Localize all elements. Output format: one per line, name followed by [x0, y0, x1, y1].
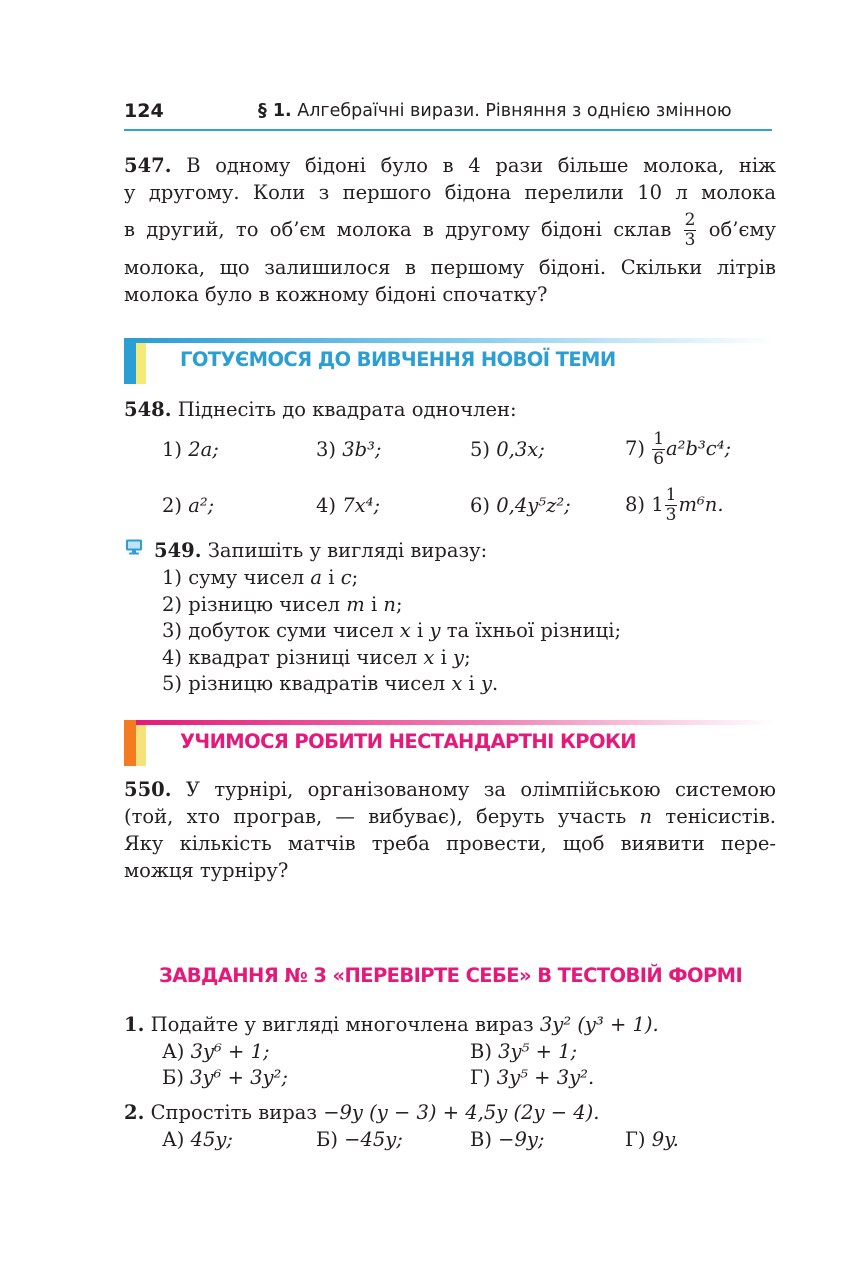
conjunction: і	[468, 672, 475, 695]
item-expression: 3b³;	[342, 438, 382, 461]
item-label: 1)	[162, 566, 183, 589]
option-expression: −9y;	[498, 1128, 545, 1151]
option-label: В)	[470, 1128, 492, 1151]
option-label: Б)	[162, 1066, 184, 1089]
option-label: В)	[470, 1040, 492, 1063]
fraction-denominator: 3	[665, 505, 677, 525]
test-2-option-v	[470, 1126, 544, 1153]
computer-icon	[125, 538, 143, 556]
problem-547-line-3	[124, 206, 776, 254]
option-expression: 3y⁶ + 1;	[190, 1040, 270, 1063]
running-head	[258, 101, 732, 121]
problem-549-statement	[154, 537, 487, 564]
option-expression: 3y⁵ + 3y².	[496, 1066, 595, 1089]
fraction-numerator: 2	[684, 210, 696, 230]
item-548-2	[162, 492, 214, 519]
item-548-4	[316, 492, 380, 519]
item-label: 1)	[162, 438, 183, 461]
question-expression: −9y (y − 3) + 4,5y (2y − 4).	[323, 1101, 600, 1124]
item-548-1	[162, 436, 219, 463]
test-2-option-g	[625, 1126, 679, 1153]
conjunction: і	[370, 593, 378, 616]
question-expression: 3y² (y³ + 1).	[539, 1013, 659, 1036]
item-label: 4)	[162, 646, 183, 669]
section-banner-prepare	[124, 338, 774, 384]
problem-547-line-2: у другому. Коли з першого бідона перелили 10 л молока	[124, 181, 776, 204]
fraction-denominator: 3	[684, 230, 696, 250]
item-ending: ;	[351, 566, 359, 589]
option-expression: 45y;	[190, 1128, 233, 1151]
test-1-option-v	[470, 1038, 577, 1065]
conjunction: і	[440, 646, 447, 669]
problem-547-line-1	[124, 152, 776, 179]
item-text: різницю квадратів чисел	[188, 672, 446, 695]
variable: c	[340, 566, 352, 589]
option-label: Г)	[470, 1066, 491, 1089]
text-fragment: тенісистів.	[665, 805, 777, 828]
item-label: 7)	[625, 437, 646, 460]
variable: x	[451, 672, 463, 695]
variable: x	[399, 619, 411, 642]
conjunction: і	[328, 566, 335, 589]
fraction-two-thirds	[684, 211, 697, 250]
problem-547-line-5: молока було в кожному бідоні спочатку?	[124, 283, 548, 306]
test-1-option-b	[162, 1064, 288, 1091]
problem-550-line-2	[124, 803, 776, 830]
section-title-prepare: ГОТУЄМОСЯ ДО ВИВЧЕННЯ НОВОЇ ТЕМИ	[180, 348, 616, 371]
banner-stripe	[136, 720, 774, 725]
variable: x	[423, 646, 435, 669]
problem-547	[124, 152, 776, 308]
question-number: 2.	[124, 1101, 145, 1124]
text-line: В одному бідоні було в 4 рази більше молока, ніж	[186, 154, 776, 177]
test-2-option-a	[162, 1126, 233, 1153]
item-549-3	[162, 617, 621, 644]
item-label: 8)	[625, 493, 646, 516]
banner-bar-accent	[136, 343, 146, 384]
item-label: 2)	[162, 593, 183, 616]
banner-bar	[124, 338, 136, 384]
item-548-3	[316, 436, 382, 463]
question-text: Спростіть вираз	[150, 1101, 317, 1124]
banner-bar	[124, 720, 136, 766]
question-text: Подайте у вигляді многочлена вираз	[150, 1013, 534, 1036]
item-expression: 0,3x;	[496, 438, 545, 461]
section-title: Алгебраїчні вирази. Рівняння з однією змінною	[297, 101, 732, 121]
item-expression: m⁶n.	[678, 493, 724, 516]
problem-number: 547.	[124, 154, 172, 177]
item-expression: 2a;	[188, 438, 219, 461]
option-label: А)	[162, 1128, 185, 1151]
text-fragment: (той, хто програв, — вибуває), беруть участь	[124, 805, 627, 828]
variable: n	[639, 805, 653, 828]
mixed-number-whole: 1	[651, 493, 664, 516]
problem-550-line-4: можця турніру?	[124, 859, 289, 882]
item-label: 3)	[316, 438, 337, 461]
item-548-7	[625, 426, 731, 472]
text-line: У турнірі, організованому за олімпійською системою	[185, 778, 776, 801]
problem-548-statement	[124, 396, 517, 423]
option-label: А)	[162, 1040, 185, 1063]
header-rule	[124, 129, 772, 131]
item-label: 5)	[470, 438, 491, 461]
item-text: суму чисел	[188, 566, 305, 589]
problem-550	[124, 776, 776, 884]
item-label: 4)	[316, 494, 337, 517]
item-548-8	[625, 482, 724, 528]
item-text: квадрат різниці чисел	[188, 646, 418, 669]
item-548-6	[470, 492, 571, 519]
item-548-5	[470, 436, 545, 463]
option-expression: 3y⁵ + 1;	[498, 1040, 578, 1063]
problem-text: Піднесіть до квадрата одночлен:	[177, 398, 517, 421]
item-text: різницю чисел	[188, 593, 341, 616]
option-expression: −45y;	[344, 1128, 403, 1151]
text-fragment: об’єму	[708, 218, 777, 241]
test-2-option-b	[316, 1126, 403, 1153]
item-expression: 0,4y⁵z²;	[496, 494, 571, 517]
problem-number: 548.	[124, 398, 172, 421]
item-ending: ;	[464, 646, 471, 669]
conjunction: і	[417, 619, 424, 642]
item-549-4	[162, 644, 471, 671]
problem-number: 550.	[124, 778, 172, 801]
banner-stripe	[136, 338, 774, 343]
item-549-1	[162, 564, 358, 591]
option-label: Б)	[316, 1128, 338, 1151]
option-expression: 9y.	[651, 1128, 679, 1151]
fraction-numerator: 1	[665, 485, 677, 505]
fraction-numerator: 1	[653, 429, 665, 449]
problem-547-line-4: молока, що залишилося в першому бідоні. Скільки літрів	[124, 256, 776, 279]
item-ending: та їхньої різниці;	[446, 619, 622, 642]
item-label: 5)	[162, 672, 183, 695]
item-label: 3)	[162, 619, 183, 642]
text-fragment: в другий, то об’єм молока в другому бідоні склав	[124, 218, 672, 241]
test-question-2	[124, 1099, 599, 1126]
item-label: 6)	[470, 494, 491, 517]
item-549-5	[162, 670, 498, 697]
variable: n	[383, 593, 396, 616]
banner-bar-accent	[136, 725, 146, 766]
test-section-heading: ЗАВДАННЯ № 3 «ПЕРЕВІРТЕ СЕБЕ» В ТЕСТОВІЙ ФОРМІ	[159, 964, 743, 987]
variable: y	[429, 619, 441, 642]
test-1-option-g	[470, 1064, 594, 1091]
item-text: добуток суми чисел	[188, 619, 394, 642]
fraction-one-sixth	[652, 430, 665, 469]
question-number: 1.	[124, 1013, 145, 1036]
option-expression: 3y⁶ + 3y²;	[190, 1066, 288, 1089]
item-549-2	[162, 591, 403, 618]
item-expression: a²b³c⁴;	[666, 437, 732, 460]
fraction-denominator: 6	[653, 449, 665, 469]
problem-number: 549.	[154, 539, 202, 562]
item-expression: a²;	[188, 494, 215, 517]
section-title-nonstandard: УЧИМОСЯ РОБИТИ НЕСТАНДАРТНІ КРОКИ	[180, 730, 637, 753]
problem-550-line-1	[124, 776, 776, 803]
variable: y	[453, 646, 465, 669]
test-1-option-a	[162, 1038, 270, 1065]
section-banner-nonstandard	[124, 720, 774, 766]
page-number: 124	[124, 100, 164, 122]
problem-text: Запишіть у вигляді виразу:	[207, 539, 488, 562]
test-question-1	[124, 1011, 659, 1038]
item-label: 2)	[162, 494, 183, 517]
section-number: § 1.	[258, 101, 292, 121]
fraction-one-third	[665, 486, 678, 525]
item-expression: 7x⁴;	[342, 494, 381, 517]
item-ending: ;	[395, 593, 403, 616]
item-ending: .	[492, 672, 499, 695]
variable: m	[346, 593, 365, 616]
variable: y	[481, 672, 493, 695]
option-label: Г)	[625, 1128, 646, 1151]
variable: a	[310, 566, 323, 589]
problem-550-line-3: Яку кількість матчів треба провести, щоб виявити пере-	[124, 832, 776, 855]
